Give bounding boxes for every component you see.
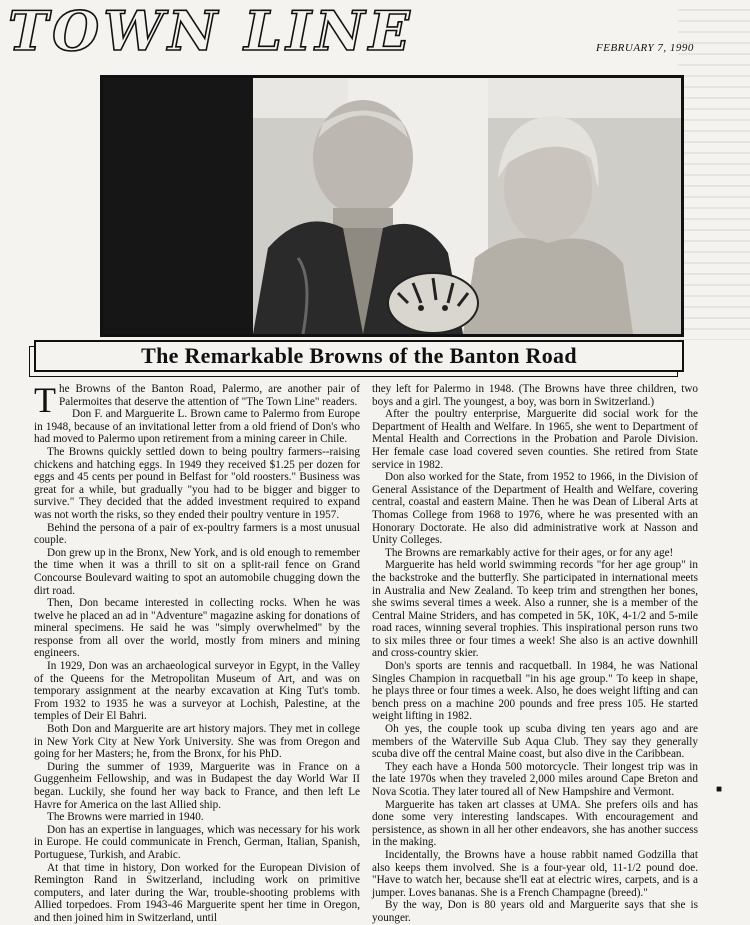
paragraph: Oh yes, the couple took up scuba diving ten years ago and are members of the Waterville Sub Aqua Club. They say they generally scuba dive off the central Maine coast, but also dive in the Caribbean. (372, 723, 698, 761)
paragraph: Don grew up in the Bronx, New York, and is old enough to remember the time when it was a thrill to sit on a split-rail fence on Grand Concourse Boulevard waiting to spot an automobile chugging down the dirt road. (34, 546, 360, 597)
paragraph: Don F. and Marguerite L. Brown came to Palermo from Europe in 1948, because of an invitational letter from a old friend of Don's who had moved to Palermo upon retirement from a mining career in Chile. (34, 408, 360, 446)
paragraph: During the summer of 1939, Marguerite was in France on a Guggenheim Fellowship, and was in Budapest the day World War II began. Luckily, she found her way back to France, and then left Le Havre for America on the last Allied ship. (34, 760, 360, 811)
headline-box (34, 340, 684, 372)
paragraph: Don has an expertise in languages, which was necessary for his work in Europe. He could communicate in French, German, Italian, Spanish, Portuguese, Turkish, and Arabic. (34, 823, 360, 861)
couple-photo (100, 75, 684, 337)
paragraph: Then, Don became interested in collecting rocks. When he was twelve he placed an ad in "Adventure" magazine asking for donations of mineral specimens. He said he was "simply overwhelmed" by the response from all over the world, mostly from miners and mining engineers. (34, 597, 360, 660)
paragraph: Don also worked for the State, from 1952 to 1966, in the Division of General Assistance of the Department of Health and Welfare, covering central, coastal and eastern Maine. Then he was Dean of Liberal Arts at Thomas College from 1968 to 1976, where he was presented with an Honorary Doctorate. He also did administrative work at Nasson and Unity Colleges. (372, 471, 698, 547)
paragraph: The Browns of the Banton Road, Palermo, are another pair of Palermoites that deserve the attention of "The Town Line" readers. (34, 380, 360, 420)
drop-cap: T (34, 380, 56, 420)
paragraph: Both Don and Marguerite are art history majors. They met in college in New York City at New York University. She was from Oregon and going for her Masters; he, from the Bronx, for his PhD. (34, 723, 360, 761)
article-column-right (372, 383, 698, 925)
paragraph: They each have a Honda 500 motorcycle. Their longest trip was in the late 1970s when they traveled 2,000 miles around Cape Breton and Nova Scotia. They later toured all of New Hampshire and Vermont. (372, 760, 698, 798)
paragraph: At that time in history, Don worked for the European Division of Remington Rand in Switzerland, including work on primitive computers, and later during the War, trouble-shooting problems with Allied torpedoes. From 1943-46 Marguerite spent her time in Oregon, and then joined him in Switzerland, until (34, 861, 360, 924)
paragraph: The Browns are remarkably active for their ages, or for any age! (385, 546, 674, 559)
paragraph: By the way, Don is 80 years old and Marguerite says that she is younger. (372, 899, 698, 924)
paragraph: After the poultry enterprise, Marguerite did social work for the Department of Health and Welfare. In 1965, she went to Department of Mental Health and Corrections in the Probation and Parole Division. Her female case load covered seven counties. She retired from State service in 1982. (372, 408, 698, 471)
paragraph: In 1929, Don was an archaeological surveyor in Egypt, in the Valley of the Queens for the Metropolitan Museum of Art, and was on temporary assignment at the nearby excavation at King Tut's tomb. From 1932 to 1935 he was a surveyor at Lochish, Palestine, at the temples of Deir El Bahri. (34, 660, 360, 723)
article-column-left (34, 380, 360, 925)
paragraph: Don's sports are tennis and racquetball. In 1984, he was National Singles Champion in racquetball "in his age group." To keep in shape, he plays three or four times a week. Also, he does weight lifting and can bench press on a machine 200 pounds and free press 105. He started weight lifting in 1982. (372, 660, 698, 723)
paragraph: Marguerite has held world swimming records "for her age group" in the backstroke and the butterfly. She participated in international meets in Australia and New Zealand. To keep trim and strengthen her bones, she swims several times a week. Also a runner, she is a member of the Central Maine Striders, and has competed in 5K, 10K, 4-1/2 and 5-mile road races, winning several trophies. This inspirational person runs two to six miles three or four times a week! She also is an active downhill and cross-country skier. (372, 559, 698, 660)
article-headline: The Remarkable Browns of the Banton Road (141, 343, 577, 368)
masthead-title: TOWN LINE (8, 0, 414, 63)
paragraph: Incidentally, the Browns have a house rabbit named Godzilla that also keeps them involved. She is a four-year old, 11-1/2 pound doe. "Have to watch her, because she'll eat at electric wires, carpets, and is a jumper. Loves bananas. She is a French Champagne (breed)." (372, 848, 698, 899)
paragraph: The Browns were married in 1940. (47, 811, 204, 824)
issue-date: FEBRUARY 7, 1990 (596, 42, 694, 54)
paragraph: they left for Palermo in 1948. (The Browns have three children, two boys and a girl. The youngest, a boy, was born in Switzerland.) (372, 383, 698, 408)
paragraph: Marguerite has taken art classes at UMA. She prefers oils and has done some very interesting landscapes. With encouragement and persistence, as shown in all her other endeavors, she has another success in the making. (372, 798, 698, 849)
paragraph: The Browns quickly settled down to being poultry farmers--raising chickens and hatching eggs. In 1949 they received $1.25 per dozen for eggs and 45 cents per pound in Belfast for "old roosters." Business was great for a while, but gradually "you had to be bigger and bigger to survive." They decided that the added investment required to expand was not worth the risks, so they ended their poultry venture in 1957. (34, 445, 360, 521)
couple-photo-image (103, 78, 681, 334)
paragraph: Behind the persona of a pair of ex-poultry farmers is a most unusual couple. (34, 521, 360, 547)
end-mark: ■ (716, 784, 723, 795)
